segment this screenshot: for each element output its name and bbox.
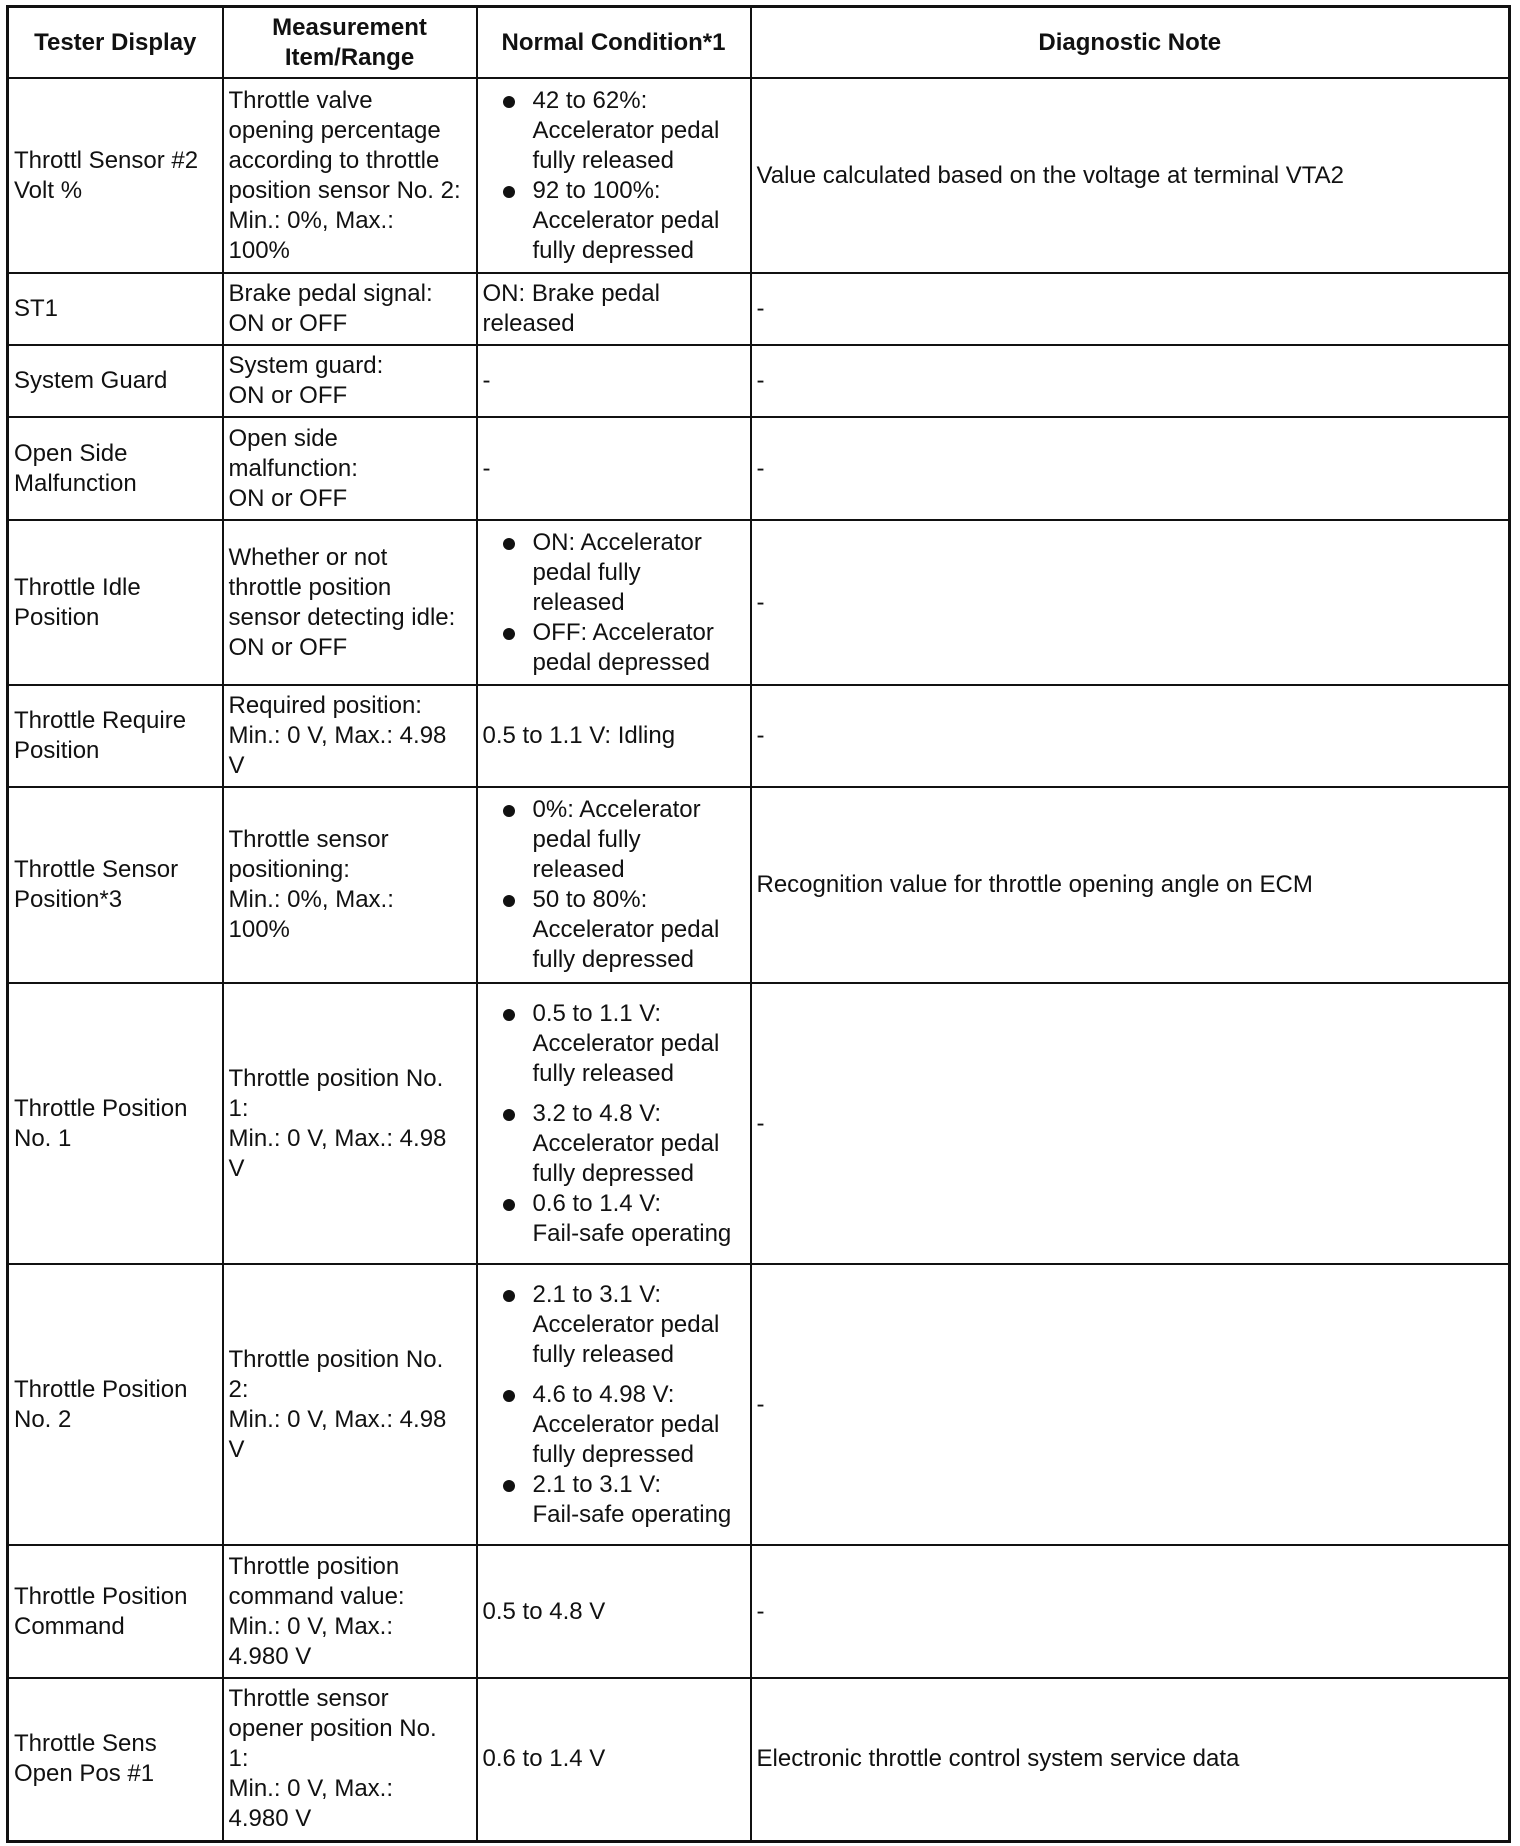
- normal-condition-cell: 0.5 to 1.1 V: Idling: [477, 685, 751, 787]
- header-diagnostic-note: Diagnostic Note: [751, 7, 1510, 79]
- tester-display-cell: Throttle Require Position: [8, 685, 223, 787]
- tester-display-cell: Throttle Idle Position: [8, 520, 223, 685]
- diagnostic-note-cell: Recognition value for throttle opening angle on ECM: [751, 787, 1510, 983]
- tester-display-cell: Throttle Position No. 2: [8, 1264, 223, 1545]
- condition-bullet: OFF: Accelerator pedal depressed: [483, 618, 745, 678]
- data-table-wrapper: [6, 5, 1511, 1843]
- normal-condition-cell: 0.5 to 4.8 V: [477, 1545, 751, 1678]
- table-row: [8, 520, 1510, 685]
- condition-bullet: 4.6 to 4.98 V: Accelerator pedal fully depressed: [483, 1380, 745, 1470]
- condition-bullet: 2.1 to 3.1 V: Fail-safe operating: [483, 1470, 745, 1530]
- tester-display-cell: Throttle Sens Open Pos #1: [8, 1678, 223, 1841]
- tester-display-cell: Open Side Malfunction: [8, 417, 223, 520]
- measurement-item-cell: Throttle sensor positioning: Min.: 0%, Max.: 100%: [223, 787, 477, 983]
- diagnostic-note-cell: -: [751, 273, 1510, 345]
- table-row: [8, 1545, 1510, 1678]
- tester-display-cell: Throttle Sensor Position*3: [8, 787, 223, 983]
- tester-display-cell: Throttle Position Command: [8, 1545, 223, 1678]
- condition-bullet: 0.5 to 1.1 V: Accelerator pedal fully released: [483, 999, 745, 1089]
- measurement-item-cell: Throttle sensor opener position No. 1: Min.: 0 V, Max.: 4.980 V: [223, 1678, 477, 1841]
- tester-display-cell: Throttle Position No. 1: [8, 983, 223, 1264]
- condition-bullet: 3.2 to 4.8 V: Accelerator pedal fully depressed: [483, 1099, 745, 1189]
- measurement-item-cell: Throttle position No. 2: Min.: 0 V, Max.: 4.98 V: [223, 1264, 477, 1545]
- normal-condition-cell: -: [477, 417, 751, 520]
- normal-condition-cell: -: [477, 345, 751, 417]
- condition-bullet: 50 to 80%: Accelerator pedal fully depressed: [483, 885, 745, 975]
- diagnostic-note-cell: -: [751, 983, 1510, 1264]
- normal-condition-cell: [477, 78, 751, 273]
- diagnostic-note-cell: -: [751, 1264, 1510, 1545]
- service-data-table: [6, 5, 1511, 1843]
- diagnostic-note-cell: -: [751, 345, 1510, 417]
- condition-bullet: 2.1 to 3.1 V: Accelerator pedal fully released: [483, 1280, 745, 1370]
- header-row: [8, 7, 1510, 79]
- measurement-item-cell: Whether or not throttle position sensor detecting idle: ON or OFF: [223, 520, 477, 685]
- normal-condition-cell: [477, 520, 751, 685]
- condition-bullet: 92 to 100%: Accelerator pedal fully depressed: [483, 176, 745, 266]
- condition-bullet: 0%: Accelerator pedal fully released: [483, 795, 745, 885]
- normal-condition-cell: [477, 1264, 751, 1545]
- condition-bullet: 42 to 62%: Accelerator pedal fully released: [483, 86, 745, 176]
- diagnostic-note-cell: -: [751, 685, 1510, 787]
- tester-display-cell: System Guard: [8, 345, 223, 417]
- table-row: [8, 983, 1510, 1264]
- diagnostic-note-cell: -: [751, 520, 1510, 685]
- table-row: [8, 417, 1510, 520]
- diagnostic-note-cell: -: [751, 1545, 1510, 1678]
- measurement-item-cell: Required position: Min.: 0 V, Max.: 4.98 V: [223, 685, 477, 787]
- normal-condition-cell: [477, 787, 751, 983]
- header-normal-condition: Normal Condition*1: [477, 7, 751, 79]
- table-row: [8, 787, 1510, 983]
- measurement-item-cell: Throttle position command value: Min.: 0 V, Max.: 4.980 V: [223, 1545, 477, 1678]
- table-row: [8, 1678, 1510, 1841]
- normal-condition-cell: [477, 983, 751, 1264]
- normal-condition-cell: 0.6 to 1.4 V: [477, 1678, 751, 1841]
- measurement-item-cell: Brake pedal signal: ON or OFF: [223, 273, 477, 345]
- tester-display-cell: ST1: [8, 273, 223, 345]
- diagnostic-note-cell: Electronic throttle control system service data: [751, 1678, 1510, 1841]
- table-row: [8, 1264, 1510, 1545]
- diagnostic-note-cell: -: [751, 417, 1510, 520]
- normal-condition-cell: ON: Brake pedal released: [477, 273, 751, 345]
- condition-bullet: 0.6 to 1.4 V: Fail-safe operating: [483, 1189, 745, 1249]
- table-row: [8, 78, 1510, 273]
- header-measurement-item: Measurement Item/Range: [223, 7, 477, 79]
- table-row: [8, 685, 1510, 787]
- tester-display-cell: Throttl Sensor #2 Volt %: [8, 78, 223, 273]
- measurement-item-cell: System guard: ON or OFF: [223, 345, 477, 417]
- table-row: [8, 273, 1510, 345]
- header-tester-display: Tester Display: [8, 7, 223, 79]
- diagnostic-note-cell: Value calculated based on the voltage at terminal VTA2: [751, 78, 1510, 273]
- condition-bullet: ON: Accelerator pedal fully released: [483, 528, 745, 618]
- measurement-item-cell: Open side malfunction: ON or OFF: [223, 417, 477, 520]
- measurement-item-cell: Throttle valve opening percentage according to throttle position sensor No. 2: Min.: 0%, Max.: 100%: [223, 78, 477, 273]
- table-row: [8, 345, 1510, 417]
- measurement-item-cell: Throttle position No. 1: Min.: 0 V, Max.: 4.98 V: [223, 983, 477, 1264]
